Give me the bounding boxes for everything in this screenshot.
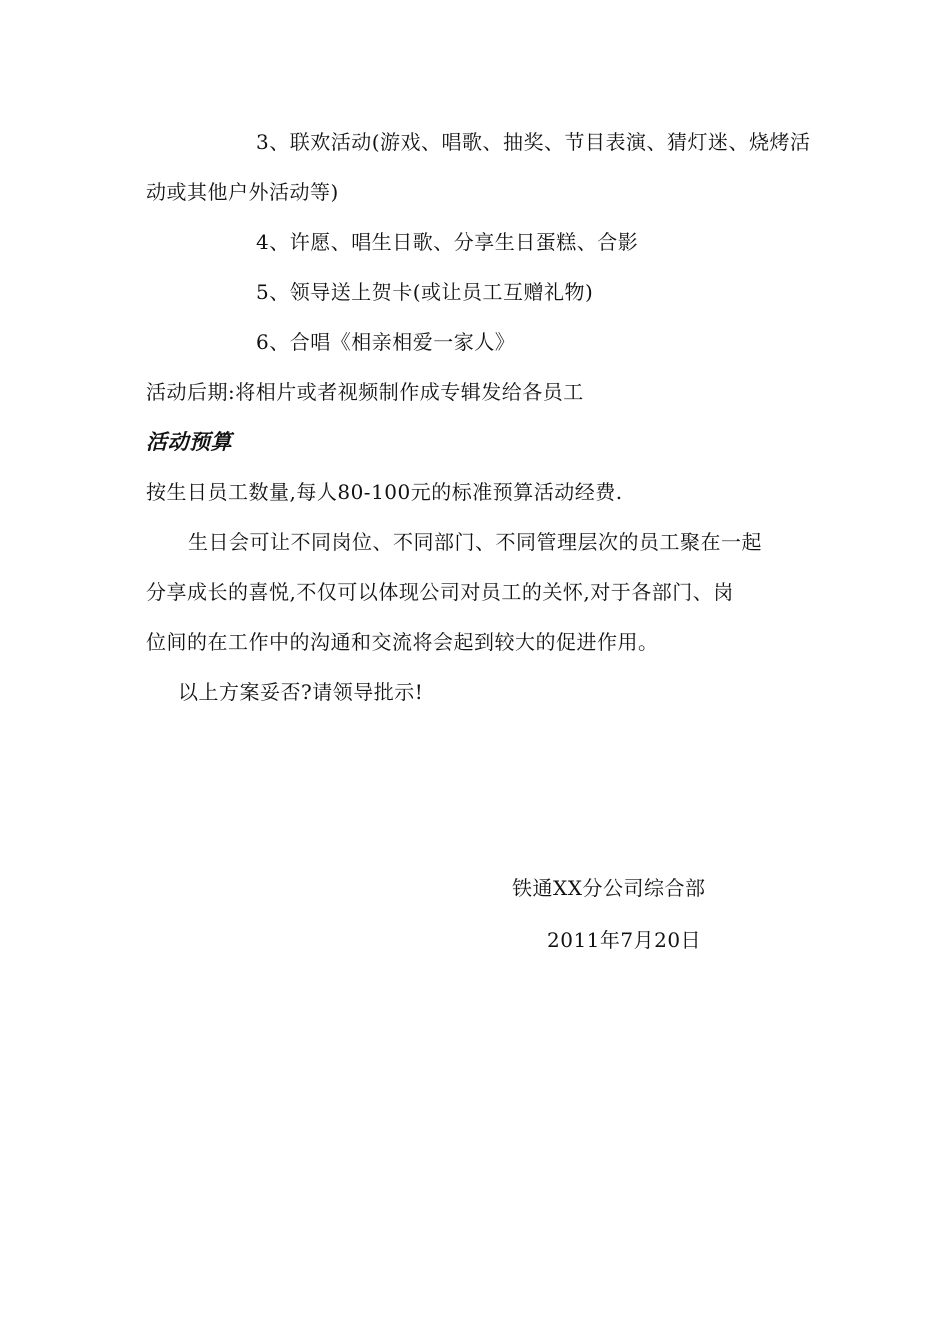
- item-6: 6、合唱《相亲相爱一家人》: [256, 330, 516, 354]
- closing-paragraph-line-3: 位间的在工作中的沟通和交流将会起到较大的促进作用。: [146, 630, 659, 654]
- post-activity-text: 活动后期:将相片或者视频制作成专辑发给各员工: [146, 380, 584, 404]
- item-3-line-2: 动或其他户外活动等): [146, 180, 339, 204]
- item-3-line-1: 3、联欢活动(游戏、唱歌、抽奖、节目表演、猜灯迷、烧烤活: [256, 130, 811, 154]
- approval-request: 以上方案妥否?请领导批示!: [178, 680, 424, 704]
- item-4: 4、许愿、唱生日歌、分享生日蛋糕、合影: [256, 230, 639, 254]
- item-5: 5、领导送上贺卡(或让员工互赠礼物): [256, 280, 594, 304]
- closing-paragraph-line-2: 分享成长的喜悦,不仅可以体现公司对员工的关怀,对于各部门、岗: [146, 580, 734, 604]
- closing-paragraph-line-1: 生日会可让不同岗位、不同部门、不同管理层次的员工聚在一起: [188, 530, 762, 554]
- signature-date: 2011年7月20日: [547, 928, 702, 952]
- budget-heading: 活动预算: [146, 429, 232, 454]
- budget-text: 按生日员工数量,每人80-100元的标准预算活动经费.: [146, 480, 623, 504]
- signature-department: 铁通XX分公司综合部: [512, 876, 706, 900]
